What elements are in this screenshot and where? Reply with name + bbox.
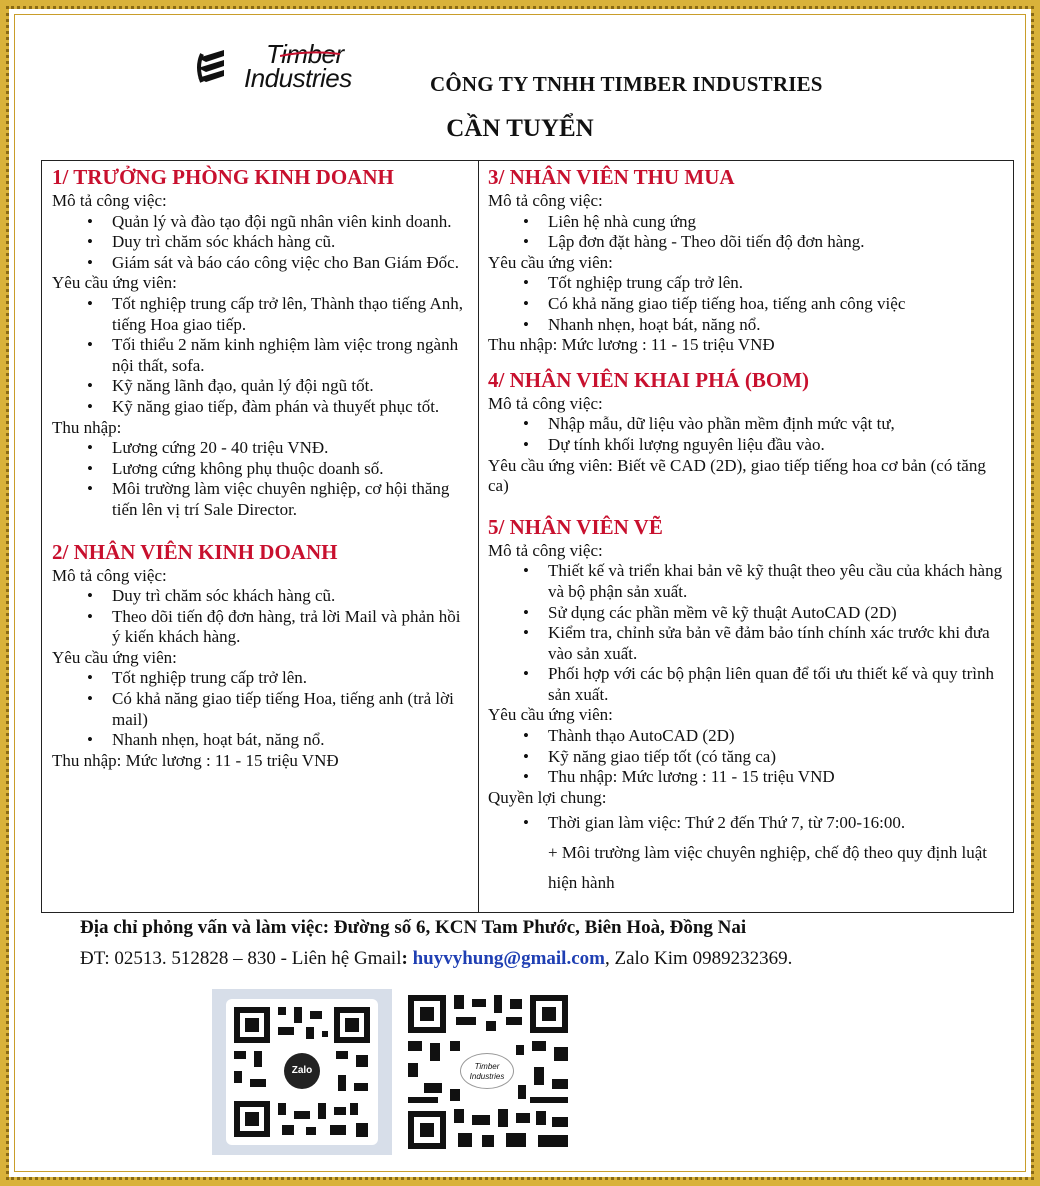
desc-label: Mô tả công việc: — [488, 540, 603, 560]
list-item: • Có khả năng giao tiếp tiếng hoa, tiếng anh công việc — [548, 294, 1008, 315]
req-label: Yêu cầu ứng viên: — [488, 705, 613, 725]
income-text: Thu nhập: Mức lương : 11 - 15 triệu VNĐ — [52, 750, 339, 770]
job3-desc-list — [488, 212, 1008, 253]
income-text: Thu nhập: Mức lương : 11 - 15 triệu VNĐ — [488, 335, 775, 355]
list-item: • Lương cứng 20 - 40 triệu VNĐ. — [112, 438, 472, 459]
list-item: • Có khả năng giao tiếp tiếng Hoa, tiếng anh (trả lời mail) — [112, 689, 472, 730]
req-text: Yêu cầu ứng viên: Biết vẽ CAD (2D), giao tiếp tiếng hoa cơ bản (có tăng ca) — [488, 455, 986, 496]
list-item: • Thu nhập: Mức lương : 11 - 15 triệu VND — [548, 767, 1008, 788]
list-item: • Lập đơn đặt hàng - Theo dõi tiến độ đơn hàng. — [548, 232, 1008, 253]
list-item: • Kỹ năng giao tiếp, đàm phán và thuyết phục tốt. — [112, 397, 472, 418]
job1-desc-list — [52, 212, 472, 274]
job3-req-list — [488, 273, 1008, 335]
req-label: Yêu cầu ứng viên: — [52, 647, 177, 667]
list-item: • Tốt nghiệp trung cấp trở lên. — [548, 273, 1008, 294]
job-listings-table — [41, 160, 1014, 913]
list-item: • Lương cứng không phụ thuộc doanh số. — [112, 459, 472, 480]
zalo-text: , Zalo Kim 0989232369. — [604, 948, 793, 969]
list-item: • Nhanh nhẹn, hoạt bát, năng nổ. — [548, 315, 1008, 336]
benefits-list — [488, 808, 1008, 838]
req-label: Yêu cầu ứng viên: — [488, 252, 613, 272]
list-item: • Duy trì chăm sóc khách hàng cũ. — [112, 586, 472, 607]
list-item: • Thiết kế và triển khai bản vẽ kỹ thuật theo yêu cầu của khách hàng và bộ phận sản xuất. — [548, 561, 1008, 602]
list-item: • Liên hệ nhà cung ứng — [548, 212, 1008, 233]
job-heading-2: 2/ NHÂN VIÊN KINH DOANH — [52, 539, 338, 564]
zalo-qr-code[interactable] — [212, 989, 392, 1155]
phone-text: ĐT: 02513. 512828 – 830 - Liên hệ Gmail — [80, 948, 402, 969]
job2-desc-list — [52, 586, 472, 648]
logo-wordmark: Timber Industries — [244, 39, 352, 93]
job5-desc-list — [488, 561, 1008, 705]
company-qr-code[interactable] — [402, 989, 574, 1155]
job1-req-list — [52, 294, 472, 418]
address-line: Địa chỉ phỏng vấn và làm việc: Đường số 6, KCN Tam Phước, Biên Hoà, Đồng Nai — [80, 917, 747, 938]
list-item: • Tốt nghiệp trung cấp trở lên, Thành thạo tiếng Anh, tiếng Hoa giao tiếp. — [112, 294, 472, 335]
list-item: • Tối thiểu 2 năm kinh nghiệm làm việc trong ngành nội thất, sofa. — [112, 335, 472, 376]
income-label: Thu nhập: — [52, 417, 122, 437]
benefit-extra: + Môi trường làm việc chuyên nghiệp, chế độ theo quy định luật hiện hành — [548, 843, 988, 893]
colon-text: : — [401, 948, 413, 969]
job4-desc-list — [488, 414, 1008, 455]
list-item: • Thành thạo AutoCAD (2D) — [548, 726, 1008, 747]
company-name: CÔNG TY TNHH TIMBER INDUSTRIES — [430, 72, 823, 96]
left-column — [52, 165, 472, 771]
list-item: • Theo dõi tiến độ đơn hàng, trả lời Mail và phản hồi ý kiến khách hàng. — [112, 607, 472, 648]
page-title: CẦN TUYỂN — [446, 115, 594, 142]
zalo-badge: Zalo — [284, 1053, 320, 1089]
job-heading-4: 4/ NHÂN VIÊN KHAI PHÁ (BOM) — [488, 367, 810, 392]
desc-label: Mô tả công việc: — [488, 191, 603, 210]
contact-line — [80, 948, 792, 970]
list-item: • Thời gian làm việc: Thứ 2 đến Thứ 7, từ 7:00-16:00. — [548, 808, 1008, 838]
list-item: • Quản lý và đào tạo đội ngũ nhân viên kinh doanh. — [112, 212, 472, 233]
list-item: • Phối hợp với các bộ phận liên quan để tối ưu thiết kế và quy trình sản xuất. — [548, 664, 1008, 705]
list-item: • Kỹ năng giao tiếp tốt (có tăng ca) — [548, 747, 1008, 768]
right-column — [488, 165, 1008, 898]
column-divider — [478, 161, 479, 912]
job1-income-list — [52, 438, 472, 520]
job5-req-list — [488, 726, 1008, 788]
list-item: • Kiểm tra, chỉnh sửa bản vẽ đảm bảo tính chính xác trước khi đưa vào sản xuất. — [548, 623, 1008, 664]
list-item: • Tốt nghiệp trung cấp trở lên. — [112, 668, 472, 689]
job-heading-3: 3/ NHÂN VIÊN THU MUA — [488, 165, 735, 189]
list-item: • Môi trường làm việc chuyên nghiệp, cơ hội thăng tiến lên vị trí Sale Director. — [112, 479, 472, 520]
list-item: • Kỹ năng lãnh đạo, quản lý đội ngũ tốt. — [112, 376, 472, 397]
list-item: • Sử dụng các phần mềm vẽ kỹ thuật AutoCAD (2D) — [548, 603, 1008, 624]
company-logo — [196, 39, 386, 94]
qr-company-logo: Timber Industries — [460, 1053, 514, 1089]
desc-label: Mô tả công việc: — [52, 565, 167, 585]
logo-mark-icon — [196, 46, 238, 88]
list-item: • Dự tính khối lượng nguyên liệu đầu vào. — [548, 435, 1008, 456]
list-item: • Nhanh nhẹn, hoạt bát, năng nổ. — [112, 730, 472, 751]
list-item: • Giám sát và báo cáo công việc cho Ban Giám Đốc. — [112, 253, 472, 274]
benefits-label: Quyền lợi chung: — [488, 787, 607, 807]
job-heading-5: 5/ NHÂN VIÊN VẼ — [488, 514, 663, 539]
email-link[interactable]: huyvyhung@gmail.com — [412, 948, 605, 969]
desc-label: Mô tả công việc: — [488, 393, 603, 413]
job2-req-list — [52, 668, 472, 750]
job-heading-1: 1/ TRƯỞNG PHÒNG KINH DOANH — [52, 165, 394, 189]
logo-swoosh-icon — [280, 50, 340, 58]
list-item: • Nhập mẫu, dữ liệu vào phần mềm định mức vật tư, — [548, 414, 1008, 435]
desc-label: Mô tả công việc: — [52, 191, 167, 210]
req-label: Yêu cầu ứng viên: — [52, 273, 177, 293]
list-item: • Duy trì chăm sóc khách hàng cũ. — [112, 232, 472, 253]
